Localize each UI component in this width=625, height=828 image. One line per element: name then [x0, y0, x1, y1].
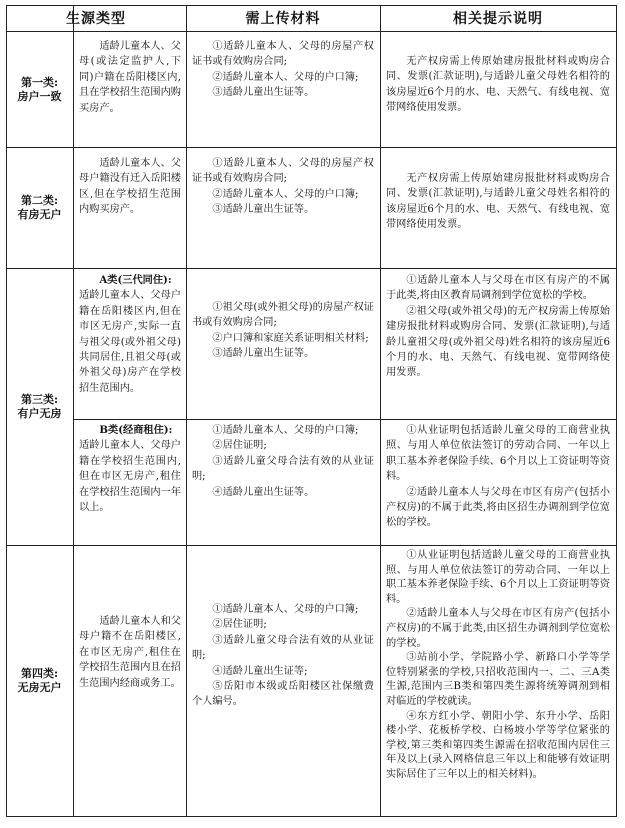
category-name: 无房无户	[17, 681, 62, 694]
material-item: ②居住证明;	[212, 619, 267, 631]
source-desc-4	[79, 614, 181, 691]
source-desc-text: 适龄儿童本人、父母(或法定监护人,下同)户籍在岳阳楼区内,且在学校招生范围内购买房产。	[79, 41, 181, 114]
material-item: ④适龄儿童出生证等;	[212, 665, 308, 677]
material-item: ①适龄儿童本人、父母的户口簿;	[212, 604, 359, 615]
source-desc-3b	[79, 423, 181, 515]
category-name: 房户一致	[17, 89, 62, 103]
category-number: 第二类:	[20, 194, 59, 207]
material-item: ②户口簿和家庭关系证明相关材料;	[212, 332, 369, 344]
material-item: ③适龄儿童出生证等。	[212, 204, 315, 216]
material-item: ③适龄儿童父母合法有效的从业证明;	[192, 455, 374, 483]
subrow-divider	[73, 419, 617, 420]
source-desc-2	[79, 156, 181, 218]
category-label-2	[6, 148, 73, 268]
category-number: 第四类:	[20, 667, 59, 680]
material-item: ④适龄儿童出生证等。	[212, 486, 315, 498]
material-item: ①适龄儿童本人、父母的房屋产权证书或有效购房合同;	[192, 158, 374, 185]
material-item: ①适龄儿童本人、父母的房屋产权证书或有效购房合同;	[192, 41, 374, 68]
material-item: ③适龄儿童出生证等。	[212, 348, 315, 360]
header-notes: 相关提示说明	[453, 11, 543, 27]
source-desc-text: 适龄儿童本人、父母户籍在岳阳楼区内,但在市区无房产,实际一直与祖父母(或外祖父母)共同居住,且祖父母(或外祖父母)房产在学校招生范围内。	[79, 290, 181, 394]
source-desc-text: 适龄儿童本人、父母户籍在学校招生范围内,但在市区无房产,租住在学校招生范围内一年以上。	[79, 440, 181, 514]
materials-2	[192, 156, 374, 218]
header-divider	[6, 31, 617, 32]
category-number: 第一类:	[20, 75, 59, 89]
note-item: ①从业证明包括适龄儿童父母的工商营业执照、与用人单位依法签订的劳动合同、一年以上职工基本养老保险手续、6个月以上工资证明等资料。	[386, 425, 610, 483]
source-desc-1	[79, 39, 181, 116]
table-border-right	[616, 5, 617, 817]
category-label-1	[6, 32, 73, 147]
subcategory-title: A类(三代同住):	[99, 274, 172, 286]
material-item: ②适龄儿童本人、父母的户口簿;	[212, 188, 359, 200]
header-materials: 需上传材料	[245, 11, 321, 27]
materials-3b	[192, 423, 374, 500]
note-item: ④东方红小学、朝阳小学、东升小学、岳阳楼小学、花板桥学校、白杨坡小学等学位紧张的学校,第三类和第四类生源需在招收范围内居住三年及以上(录入网格信息三年以上和能够有效证明实际居住了三年以上的相关材料)。	[386, 710, 610, 780]
notes-1	[386, 54, 610, 116]
material-item: ②适龄儿童本人、父母的户口簿;	[212, 71, 359, 83]
material-item: ⑤岳阳市本级或岳阳楼区社保缴费个人编号。	[192, 681, 374, 708]
notes-2	[386, 171, 610, 233]
col-divider-3	[380, 5, 381, 817]
materials-1	[192, 39, 374, 101]
subcategory-title: B类(经商租住):	[99, 424, 173, 436]
category-name: 有户无房	[17, 407, 62, 420]
note-item: ②适龄儿童本人与父母在市区有房产(包括小产权房)的不属于此类,由区招生办调剂到学位宽松的学校。	[386, 608, 610, 649]
notes-3b	[386, 423, 610, 531]
material-item: ③适龄儿童父母合法有效的从业证明;	[192, 634, 374, 662]
note-item: 无产权房需上传原始建房报批材料或购房合同、发票(汇款证明),与适龄儿童父母姓名相符的该房屋近6个月的水、电、天然气、有线电视、宽带网络使用发票。	[386, 173, 610, 231]
material-item: ③适龄儿童出生证等。	[212, 87, 315, 99]
note-item: ①从业证明包括适龄儿童父母的工商营业执照、与用人单位依法签订的劳动合同、一年以上职工基本养老保险手续、6个月以上工资证明等资料。	[386, 550, 610, 605]
header-source-type: 生源类型	[66, 11, 126, 27]
note-item: ③站前小学、学院路小学、新路口小学等学位特别紧张的学校,只招收范围内一、二、三A类生源,范围内三B类和第四类生源将统筹调剂到相对临近的学校就读。	[386, 652, 610, 707]
source-desc-text: 适龄儿童本人和父母户籍不在岳阳楼区,在市区无房产,租住在学校招生范围内且在招生范围内经商或务工。	[79, 616, 181, 689]
notes-4	[386, 549, 610, 783]
enrollment-table	[6, 5, 617, 817]
row-divider-3	[6, 545, 617, 546]
notes-3a	[386, 273, 610, 381]
category-name: 有房无户	[17, 208, 62, 221]
note-item: 无产权房需上传原始建房报批材料或购房合同、发票(汇款证明),与适龄儿童父母姓名相符的该房屋近6个月的水、电、天然气、有线电视、宽带网络使用发票。	[386, 56, 610, 114]
note-item: ①适龄儿童本人与父母在市区有房产的不属于此类,将由区教育局调剂到学位宽松的学校。	[386, 275, 610, 302]
material-item: ①祖父母(或外祖父母)的房屋产权证书或有效购房合同;	[192, 302, 374, 329]
category-label-3	[6, 269, 73, 545]
category-number: 第三类:	[20, 393, 59, 406]
material-item: ②居住证明;	[212, 440, 267, 452]
table-border-bottom	[6, 816, 617, 817]
category-label-4	[6, 546, 73, 816]
row-divider-1	[6, 147, 617, 148]
material-item: ①适龄儿童本人、父母的户口簿;	[212, 425, 359, 436]
source-desc-3a	[79, 273, 181, 396]
materials-4	[192, 602, 374, 710]
row-divider-2	[6, 268, 617, 269]
col-divider-1	[73, 5, 74, 817]
col-divider-2	[186, 5, 187, 817]
materials-3a	[192, 300, 374, 362]
source-desc-text: 适龄儿童本人、父母户籍没有迁入岳阳楼区,但在学校招生范围内购买房产。	[79, 158, 181, 216]
note-item: ②祖父母(或外祖父母)的无产权房需上传原始建房报批材料或购房合同、发票(汇款证明),与适龄儿童祖父母(或外祖父母)姓名相符的该房屋近6个月的水、电、天然气、有线电视、宽带网络使用发票。	[386, 305, 610, 379]
note-item: ②适龄儿童本人与父母在市区有房产(包括小产权房)的不属于此类,将由区招生办调剂到学位宽松的学校。	[386, 486, 610, 529]
